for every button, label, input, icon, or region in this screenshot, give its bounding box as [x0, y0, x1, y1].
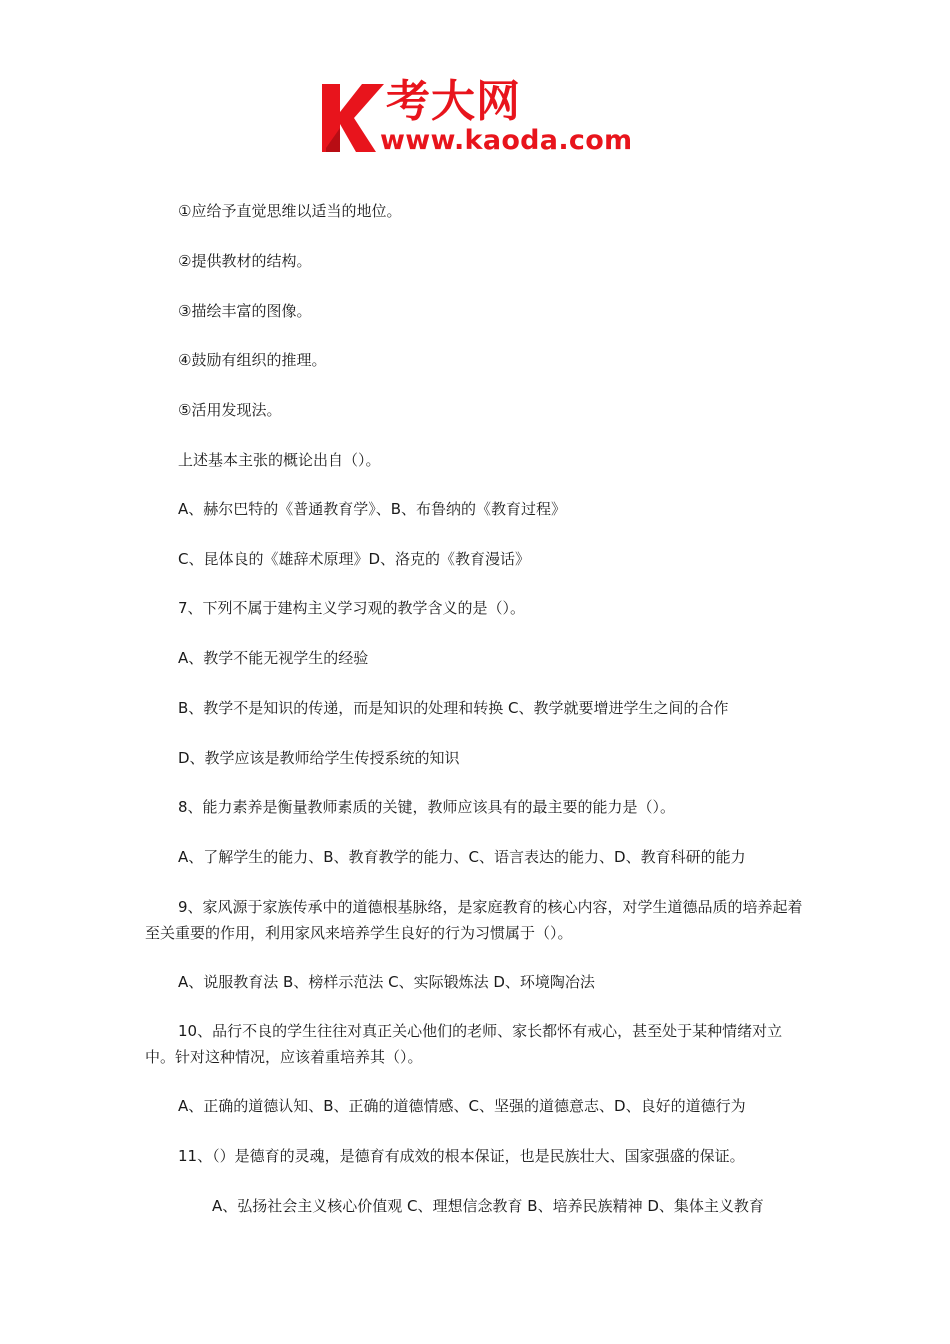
- answer-option: D、教学应该是教师给学生传授系统的知识: [178, 749, 460, 767]
- list-item: ①应给予直觉思维以适当的地位。: [178, 202, 402, 220]
- answer-option: A、教学不能无视学生的经验: [178, 649, 369, 667]
- question-7: 7、下列不属于建构主义学习观的教学含义的是（）。: [178, 599, 526, 617]
- question-9: [145, 894, 810, 946]
- answer-options: A、弘扬社会主义核心价值观 C、理想信念教育 B、培养民族精神 D、集体主义教育: [212, 1197, 764, 1215]
- answer-options: A、了解学生的能力、B、教育教学的能力、C、语言表达的能力、D、教育科研的能力: [178, 848, 746, 866]
- answer-options: C、昆体良的《雄辞术原理》D、洛克的《教育漫话》: [178, 550, 531, 568]
- kaoda-logo: [318, 76, 640, 160]
- logo-url: www.kaoda.com: [380, 125, 633, 156]
- answer-options: B、教学不是知识的传递，而是知识的处理和转换 C、教学就要增进学生之间的合作: [178, 699, 729, 717]
- list-item: ②提供教材的结构。: [178, 252, 312, 270]
- k-logo-icon: [318, 78, 388, 156]
- question-10: [145, 1018, 810, 1070]
- answer-options: A、赫尔巴特的《普通教育学》、B、布鲁纳的《教育过程》: [178, 500, 567, 518]
- logo-brand-name: 考大网: [386, 76, 521, 127]
- answer-options: A、正确的道德认知、B、正确的道德情感、C、坚强的道德意志、D、良好的道德行为: [178, 1097, 746, 1115]
- question-8: 8、能力素养是衡量教师素质的关键，教师应该具有的最主要的能力是（）。: [178, 798, 676, 816]
- list-item: ④鼓励有组织的推理。: [178, 351, 327, 369]
- list-item: ⑤活用发现法。: [178, 401, 282, 419]
- list-item: ③描绘丰富的图像。: [178, 302, 312, 320]
- question-11: 11、（）是德育的灵魂，是德育有成效的根本保证，也是民族壮大、国家强盛的保证。: [178, 1147, 745, 1165]
- question-stem: 上述基本主张的概论出自（）。: [178, 451, 381, 469]
- answer-options: A、说服教育法 B、榜样示范法 C、实际锻炼法 D、环境陶冶法: [178, 973, 595, 991]
- question-10-text: 10、品行不良的学生往往对真正关心他们的老师、家长都怀有戒心，甚至处于某种情绪对立中。针对这种情况，应该着重培养其（）。: [145, 1022, 783, 1066]
- question-9-text: 9、家风源于家族传承中的道德根基脉络，是家庭教育的核心内容，对学生道德品质的培养起着至关重要的作用，利用家风来培养学生良好的行为习惯属于（）。: [145, 898, 803, 942]
